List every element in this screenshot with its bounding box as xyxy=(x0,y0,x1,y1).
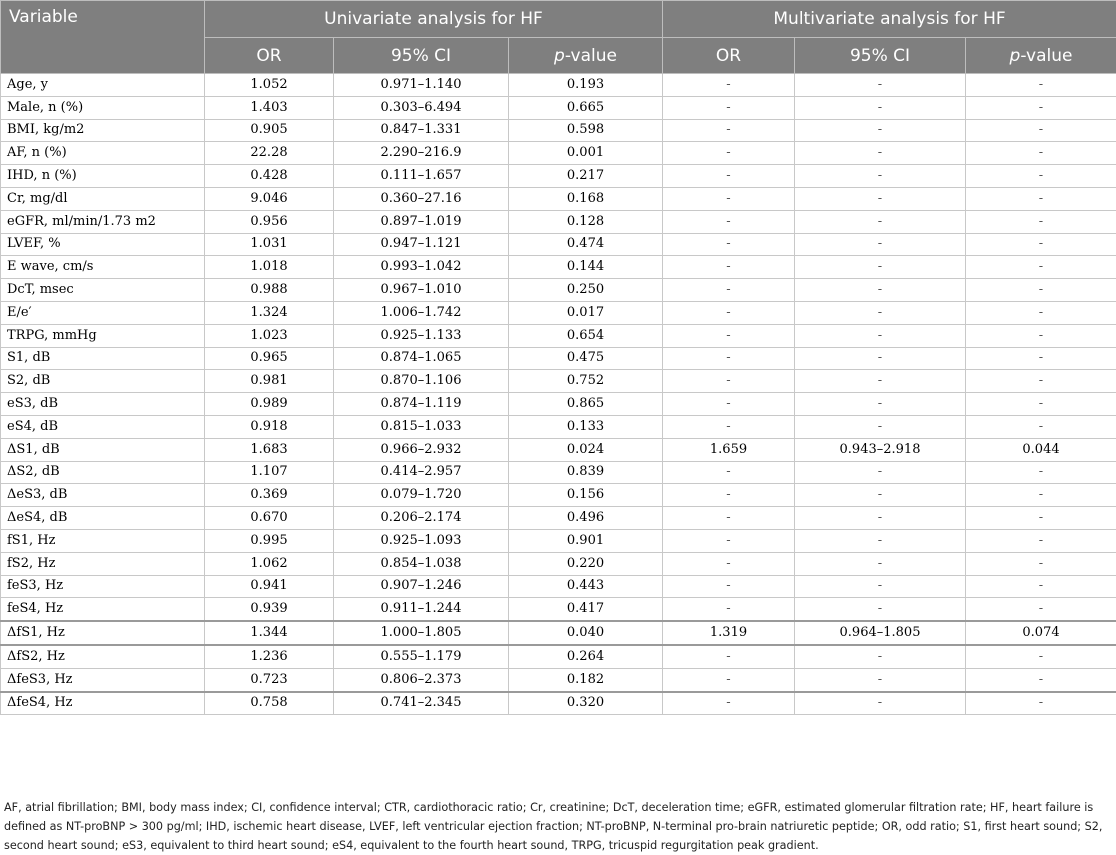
multivariate-p-cell: - xyxy=(966,187,1116,210)
univariate-ci-cell: 1.006–1.742 xyxy=(334,301,509,324)
multivariate-or-cell: - xyxy=(663,461,795,484)
multivariate-or-cell: - xyxy=(663,668,795,691)
univariate-or-cell: 0.965 xyxy=(205,347,334,370)
multivariate-ci-cell: - xyxy=(795,552,966,575)
univariate-or-cell: 1.023 xyxy=(205,324,334,347)
multivariate-or-cell: - xyxy=(663,119,795,142)
univariate-p-cell: 0.598 xyxy=(509,119,663,142)
multivariate-ci-cell: - xyxy=(795,233,966,256)
univariate-ci-cell: 0.854–1.038 xyxy=(334,552,509,575)
univariate-p-cell: 0.128 xyxy=(509,210,663,233)
variable-cell: TRPG, mmHg xyxy=(1,324,205,347)
univariate-or-cell: 0.670 xyxy=(205,507,334,530)
table-row xyxy=(1,233,1116,256)
variable-cell: ΔfeS4, Hz xyxy=(1,692,205,715)
multivariate-or-cell: - xyxy=(663,393,795,416)
variable-cell: feS4, Hz xyxy=(1,598,205,621)
univariate-p-cell: 0.220 xyxy=(509,552,663,575)
multivariate-ci-cell: - xyxy=(795,96,966,119)
multivariate-ci-cell: - xyxy=(795,74,966,97)
multivariate-or-cell: - xyxy=(663,301,795,324)
univariate-ci-cell: 0.847–1.331 xyxy=(334,119,509,142)
multivariate-or-cell: 1.659 xyxy=(663,438,795,461)
univariate-ci-cell: 0.079–1.720 xyxy=(334,484,509,507)
variable-cell: eS3, dB xyxy=(1,393,205,416)
multivariate-or-cell: - xyxy=(663,142,795,165)
univariate-header: Univariate analysis for HF xyxy=(205,1,663,38)
col-header-ci: 95% CI xyxy=(334,38,509,74)
variable-cell: ΔS2, dB xyxy=(1,461,205,484)
univariate-ci-cell: 0.967–1.010 xyxy=(334,279,509,302)
multivariate-header: Multivariate analysis for HF xyxy=(663,1,1116,38)
multivariate-ci-cell: - xyxy=(795,415,966,438)
multivariate-ci-cell: - xyxy=(795,187,966,210)
variable-cell: ΔeS4, dB xyxy=(1,507,205,530)
table-row xyxy=(1,142,1116,165)
univariate-p-cell: 0.865 xyxy=(509,393,663,416)
univariate-or-cell: 0.956 xyxy=(205,210,334,233)
table-row xyxy=(1,621,1116,645)
variable-cell: Male, n (%) xyxy=(1,96,205,119)
multivariate-p-cell: - xyxy=(966,393,1116,416)
variable-cell: AF, n (%) xyxy=(1,142,205,165)
table-row xyxy=(1,598,1116,621)
univariate-p-cell: 0.001 xyxy=(509,142,663,165)
univariate-ci-cell: 0.815–1.033 xyxy=(334,415,509,438)
univariate-or-cell: 0.941 xyxy=(205,575,334,598)
univariate-ci-cell: 0.993–1.042 xyxy=(334,256,509,279)
multivariate-ci-cell: - xyxy=(795,256,966,279)
multivariate-p-cell: - xyxy=(966,645,1116,668)
univariate-p-cell: 0.133 xyxy=(509,415,663,438)
table-row xyxy=(1,187,1116,210)
multivariate-or-cell: - xyxy=(663,210,795,233)
univariate-or-cell: 0.939 xyxy=(205,598,334,621)
multivariate-ci-cell: - xyxy=(795,324,966,347)
table-row xyxy=(1,552,1116,575)
univariate-or-cell: 1.324 xyxy=(205,301,334,324)
variable-cell: BMI, kg/m2 xyxy=(1,119,205,142)
multivariate-or-cell: - xyxy=(663,415,795,438)
multivariate-or-cell: - xyxy=(663,96,795,119)
univariate-ci-cell: 1.000–1.805 xyxy=(334,621,509,645)
univariate-or-cell: 0.905 xyxy=(205,119,334,142)
multivariate-p-cell: - xyxy=(966,507,1116,530)
variable-cell: E wave, cm/s xyxy=(1,256,205,279)
univariate-or-cell: 22.28 xyxy=(205,142,334,165)
table-row xyxy=(1,461,1116,484)
univariate-ci-cell: 2.290–216.9 xyxy=(334,142,509,165)
univariate-p-cell: 0.250 xyxy=(509,279,663,302)
variable-cell: E/e′ xyxy=(1,301,205,324)
multivariate-ci-cell: - xyxy=(795,529,966,552)
univariate-ci-cell: 0.925–1.093 xyxy=(334,529,509,552)
univariate-ci-cell: 0.911–1.244 xyxy=(334,598,509,621)
multivariate-or-cell: - xyxy=(663,324,795,347)
table-row xyxy=(1,256,1116,279)
multivariate-or-cell: - xyxy=(663,507,795,530)
univariate-p-cell: 0.156 xyxy=(509,484,663,507)
univariate-or-cell: 1.403 xyxy=(205,96,334,119)
univariate-p-cell: 0.168 xyxy=(509,187,663,210)
univariate-or-cell: 1.236 xyxy=(205,645,334,668)
univariate-p-cell: 0.752 xyxy=(509,370,663,393)
multivariate-ci-cell: - xyxy=(795,507,966,530)
univariate-or-cell: 0.995 xyxy=(205,529,334,552)
multivariate-p-cell: - xyxy=(966,415,1116,438)
table-row xyxy=(1,575,1116,598)
univariate-or-cell: 0.428 xyxy=(205,165,334,188)
multivariate-ci-cell: - xyxy=(795,347,966,370)
multivariate-or-cell: - xyxy=(663,256,795,279)
variable-cell: S2, dB xyxy=(1,370,205,393)
variable-cell: S1, dB xyxy=(1,347,205,370)
univariate-p-cell: 0.839 xyxy=(509,461,663,484)
multivariate-ci-cell: - xyxy=(795,370,966,393)
multivariate-ci-cell: - xyxy=(795,461,966,484)
univariate-or-cell: 1.062 xyxy=(205,552,334,575)
univariate-p-cell: 0.320 xyxy=(509,692,663,715)
col-header-p: p-value xyxy=(509,38,663,74)
univariate-ci-cell: 0.925–1.133 xyxy=(334,324,509,347)
multivariate-or-cell: - xyxy=(663,187,795,210)
table-body xyxy=(1,74,1116,715)
univariate-p-cell: 0.040 xyxy=(509,621,663,645)
multivariate-p-cell: - xyxy=(966,233,1116,256)
table-row xyxy=(1,279,1116,302)
multivariate-ci-cell: - xyxy=(795,301,966,324)
variable-cell: ΔS1, dB xyxy=(1,438,205,461)
multivariate-or-cell: - xyxy=(663,484,795,507)
univariate-or-cell: 0.918 xyxy=(205,415,334,438)
table-row xyxy=(1,347,1116,370)
multivariate-or-cell: - xyxy=(663,347,795,370)
univariate-p-cell: 0.654 xyxy=(509,324,663,347)
multivariate-ci-cell: - xyxy=(795,279,966,302)
multivariate-or-cell: - xyxy=(663,279,795,302)
table-row xyxy=(1,74,1116,97)
multivariate-ci-cell: - xyxy=(795,484,966,507)
table-row xyxy=(1,165,1116,188)
variable-cell: Cr, mg/dl xyxy=(1,187,205,210)
multivariate-p-cell: - xyxy=(966,552,1116,575)
multivariate-ci-cell: - xyxy=(795,142,966,165)
variable-cell: ΔfeS3, Hz xyxy=(1,668,205,691)
univariate-or-cell: 9.046 xyxy=(205,187,334,210)
table-row xyxy=(1,301,1116,324)
table-row xyxy=(1,324,1116,347)
table-row xyxy=(1,692,1116,715)
variable-cell: feS3, Hz xyxy=(1,575,205,598)
table-header xyxy=(1,1,1116,74)
multivariate-or-cell: - xyxy=(663,370,795,393)
univariate-or-cell: 1.052 xyxy=(205,74,334,97)
table-row xyxy=(1,668,1116,691)
multivariate-or-cell: 1.319 xyxy=(663,621,795,645)
multivariate-p-cell: - xyxy=(966,692,1116,715)
univariate-ci-cell: 0.555–1.179 xyxy=(334,645,509,668)
univariate-p-cell: 0.475 xyxy=(509,347,663,370)
variable-cell: fS1, Hz xyxy=(1,529,205,552)
multivariate-ci-cell: - xyxy=(795,645,966,668)
multivariate-or-cell: - xyxy=(663,598,795,621)
table-row xyxy=(1,210,1116,233)
univariate-p-cell: 0.417 xyxy=(509,598,663,621)
table-row xyxy=(1,645,1116,668)
univariate-or-cell: 1.107 xyxy=(205,461,334,484)
multivariate-p-cell: - xyxy=(966,142,1116,165)
univariate-or-cell: 0.369 xyxy=(205,484,334,507)
multivariate-or-cell: - xyxy=(663,575,795,598)
univariate-ci-cell: 0.741–2.345 xyxy=(334,692,509,715)
multivariate-or-cell: - xyxy=(663,529,795,552)
univariate-p-cell: 0.496 xyxy=(509,507,663,530)
univariate-p-cell: 0.193 xyxy=(509,74,663,97)
col-header-or: OR xyxy=(205,38,334,74)
multivariate-p-cell: - xyxy=(966,279,1116,302)
univariate-ci-cell: 0.303–6.494 xyxy=(334,96,509,119)
multivariate-p-cell: - xyxy=(966,575,1116,598)
univariate-p-cell: 0.665 xyxy=(509,96,663,119)
multivariate-or-cell: - xyxy=(663,552,795,575)
multivariate-p-cell: - xyxy=(966,529,1116,552)
footnote: AF, atrial fibrillation; BMI, body mass index; CI, confidence interval; CTR, cardiothoracic ratio; Cr, creatinine; DcT, deceleration time; eGFR, estimated glomerular filtration rate; HF, heart failure is defined as NT-proBNP > 300 pg/ml; IHD, ischemic heart disease, LVEF, left ventricular ejection fraction; NT-proBNP, N-terminal pro-brain natriuretic peptide; OR, odd ratio; S1, first heart sound; S2, second heart sound; eS3, equivalent to third heart sound; eS4, equivalent to the fourth heart sound, TRPG, tricuspid regurgitation peak gradient. xyxy=(4,798,1114,855)
univariate-ci-cell: 0.874–1.065 xyxy=(334,347,509,370)
variable-cell: IHD, n (%) xyxy=(1,165,205,188)
variable-header: Variable xyxy=(1,1,205,74)
table-row xyxy=(1,415,1116,438)
table-row xyxy=(1,529,1116,552)
univariate-p-cell: 0.024 xyxy=(509,438,663,461)
univariate-p-cell: 0.144 xyxy=(509,256,663,279)
multivariate-p-cell: - xyxy=(966,119,1116,142)
table-row xyxy=(1,507,1116,530)
multivariate-p-cell: - xyxy=(966,598,1116,621)
multivariate-ci-cell: - xyxy=(795,393,966,416)
multivariate-p-cell: - xyxy=(966,370,1116,393)
variable-cell: ΔfS1, Hz xyxy=(1,621,205,645)
univariate-ci-cell: 0.360–27.16 xyxy=(334,187,509,210)
multivariate-p-cell: 0.044 xyxy=(966,438,1116,461)
variable-cell: LVEF, % xyxy=(1,233,205,256)
multivariate-p-cell: - xyxy=(966,324,1116,347)
multivariate-p-cell: - xyxy=(966,165,1116,188)
table-row xyxy=(1,484,1116,507)
univariate-or-cell: 1.031 xyxy=(205,233,334,256)
multivariate-ci-cell: 0.964–1.805 xyxy=(795,621,966,645)
univariate-or-cell: 1.344 xyxy=(205,621,334,645)
multivariate-or-cell: - xyxy=(663,645,795,668)
table-row xyxy=(1,119,1116,142)
variable-cell: ΔeS3, dB xyxy=(1,484,205,507)
variable-cell: eS4, dB xyxy=(1,415,205,438)
univariate-ci-cell: 0.947–1.121 xyxy=(334,233,509,256)
multivariate-or-cell: - xyxy=(663,165,795,188)
multivariate-or-cell: - xyxy=(663,74,795,97)
multivariate-ci-cell: 0.943–2.918 xyxy=(795,438,966,461)
univariate-or-cell: 0.981 xyxy=(205,370,334,393)
univariate-p-cell: 0.017 xyxy=(509,301,663,324)
univariate-or-cell: 0.989 xyxy=(205,393,334,416)
multivariate-ci-cell: - xyxy=(795,598,966,621)
table-row xyxy=(1,393,1116,416)
univariate-p-cell: 0.182 xyxy=(509,668,663,691)
univariate-p-cell: 0.901 xyxy=(509,529,663,552)
multivariate-p-cell: - xyxy=(966,668,1116,691)
variable-cell: ΔfS2, Hz xyxy=(1,645,205,668)
multivariate-p-cell: - xyxy=(966,96,1116,119)
multivariate-ci-cell: - xyxy=(795,692,966,715)
multivariate-ci-cell: - xyxy=(795,165,966,188)
table-row xyxy=(1,438,1116,461)
multivariate-or-cell: - xyxy=(663,233,795,256)
multivariate-p-cell: - xyxy=(966,461,1116,484)
multivariate-p-cell: - xyxy=(966,210,1116,233)
multivariate-p-cell: - xyxy=(966,484,1116,507)
table-row xyxy=(1,96,1116,119)
multivariate-p-cell: - xyxy=(966,74,1116,97)
multivariate-ci-cell: - xyxy=(795,575,966,598)
univariate-ci-cell: 0.907–1.246 xyxy=(334,575,509,598)
multivariate-p-cell: - xyxy=(966,301,1116,324)
univariate-p-cell: 0.474 xyxy=(509,233,663,256)
multivariate-ci-cell: - xyxy=(795,210,966,233)
variable-cell: Age, y xyxy=(1,74,205,97)
col-header-ci: 95% CI xyxy=(795,38,966,74)
univariate-ci-cell: 0.966–2.932 xyxy=(334,438,509,461)
univariate-ci-cell: 0.971–1.140 xyxy=(334,74,509,97)
univariate-or-cell: 0.758 xyxy=(205,692,334,715)
variable-cell: eGFR, ml/min/1.73 m2 xyxy=(1,210,205,233)
multivariate-or-cell: - xyxy=(663,692,795,715)
univariate-p-cell: 0.443 xyxy=(509,575,663,598)
univariate-p-cell: 0.264 xyxy=(509,645,663,668)
multivariate-p-cell: 0.074 xyxy=(966,621,1116,645)
univariate-ci-cell: 0.874–1.119 xyxy=(334,393,509,416)
univariate-p-cell: 0.217 xyxy=(509,165,663,188)
multivariate-p-cell: - xyxy=(966,256,1116,279)
univariate-ci-cell: 0.897–1.019 xyxy=(334,210,509,233)
univariate-or-cell: 1.683 xyxy=(205,438,334,461)
univariate-ci-cell: 0.206–2.174 xyxy=(334,507,509,530)
multivariate-ci-cell: - xyxy=(795,668,966,691)
univariate-ci-cell: 0.806–2.373 xyxy=(334,668,509,691)
univariate-ci-cell: 0.870–1.106 xyxy=(334,370,509,393)
col-header-or: OR xyxy=(663,38,795,74)
univariate-ci-cell: 0.111–1.657 xyxy=(334,165,509,188)
univariate-or-cell: 1.018 xyxy=(205,256,334,279)
col-header-p: p-value xyxy=(966,38,1116,74)
univariate-or-cell: 0.723 xyxy=(205,668,334,691)
variable-cell: DcT, msec xyxy=(1,279,205,302)
table-row xyxy=(1,370,1116,393)
variable-cell: fS2, Hz xyxy=(1,552,205,575)
univariate-or-cell: 0.988 xyxy=(205,279,334,302)
multivariate-ci-cell: - xyxy=(795,119,966,142)
univariate-ci-cell: 0.414–2.957 xyxy=(334,461,509,484)
multivariate-p-cell: - xyxy=(966,347,1116,370)
